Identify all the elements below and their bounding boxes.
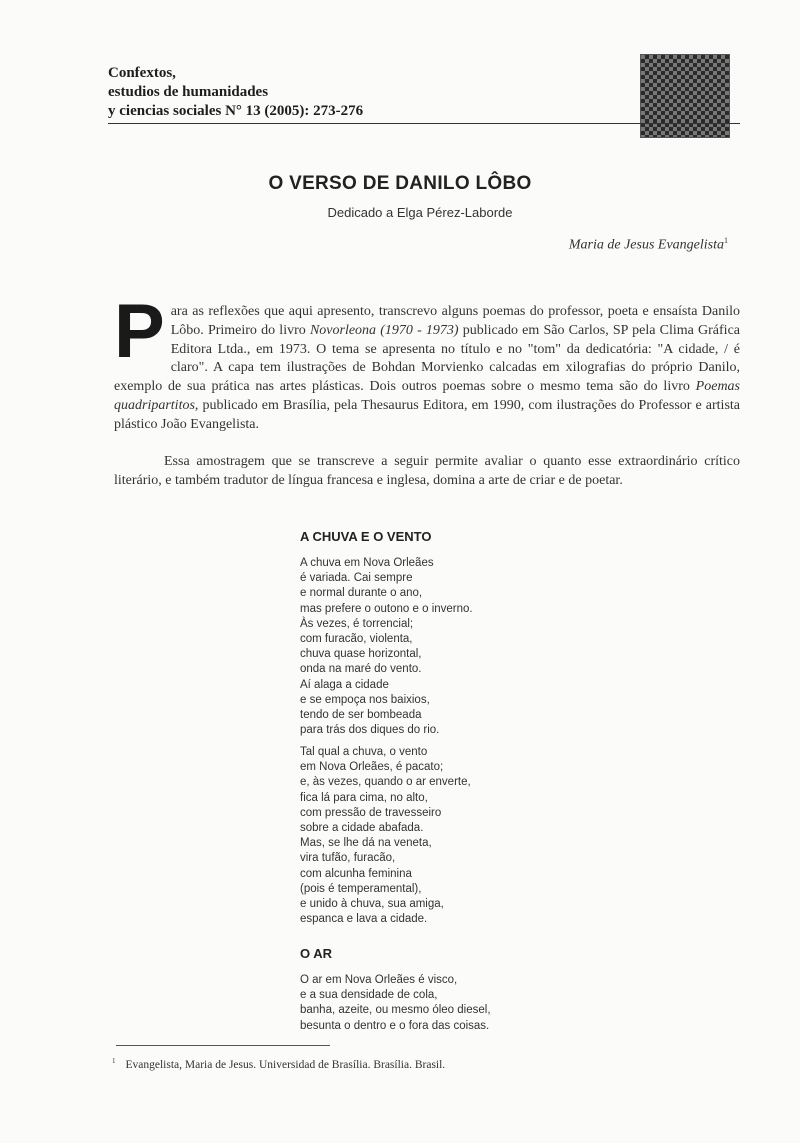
poem-line: com pressão de travesseiro: [300, 806, 442, 819]
poem-title: A CHUVA E O VENTO: [300, 529, 432, 544]
poem-line: Às vezes, é torrencial;: [300, 617, 414, 630]
book-title-novorleona: Novorleona (1970 - 1973): [309, 322, 459, 338]
poem-line: (pois é temperamental),: [300, 882, 422, 895]
journal-logo-pattern: [640, 54, 730, 138]
footnote-divider: [116, 1045, 330, 1046]
poem-line: besunta o dentro e o fora das coisas.: [300, 1019, 490, 1032]
poem-line: e unido à chuva, sua amiga,: [300, 898, 444, 911]
poem-line: Aí alaga a cidade: [300, 678, 389, 691]
poem-stanza: [300, 745, 600, 927]
poem-line: com alcunha feminina: [300, 867, 412, 880]
poem-line: espanca e lava a cidade.: [300, 913, 428, 926]
journal-subtitle-line: estudios de humanidades: [108, 84, 269, 100]
journal-issue-line: y ciencias sociales N° 13 (2005): 273-276: [108, 103, 364, 119]
poem-stanza: [300, 556, 600, 738]
poem-line: O ar em Nova Orleães é visco,: [300, 974, 458, 986]
drop-cap: P: [114, 289, 165, 374]
article-author: [569, 236, 728, 254]
author-name: Maria de Jesus Evangelista: [568, 237, 724, 253]
intro-text-2: publicado em São Carlos, SP pela Clima Gráfica Editora Ltda., em 1973. O tema se apresenta no título e no "tom" da dedicatória: "A cidade, / é claro". A capa tem ilustrações de Bohdan Morvienko calcadas em xilografias do próprio Danilo, exemplo de sua prática nas artes plásticas. Dois outros poemas sobre o mesmo tema são do livro: [114, 322, 740, 395]
poem-line: fica lá para cima, no alto,: [300, 791, 428, 804]
poem-line: para trás dos diques do rio.: [300, 724, 440, 737]
book-title-poemas: Poemas quadripartitos: [114, 379, 740, 413]
article-dedication: Dedicado a Elga Pérez-Laborde: [327, 205, 513, 220]
poem-line: e normal durante o ano,: [300, 587, 423, 600]
poem-title: O AR: [300, 946, 333, 961]
poem-line: é variada. Cai sempre: [300, 572, 413, 585]
poem-line: onda na maré do vento.: [300, 663, 422, 676]
poem-line: Mas, se lhe dá na veneta,: [300, 837, 432, 850]
journal-citation: [108, 64, 363, 121]
second-paragraph: Essa amostragem que se transcreve a seguir permite avaliar o quanto esse extraordinário crítico literário, e também tradutor de língua francesa e inglesa, domina a arte de criar e de poetar.: [114, 454, 740, 488]
poem-line: mas prefere o outono e o inverno.: [300, 602, 473, 615]
intro-text-3: , publicado em Brasília, pela Thesaurus Editora, em 1990, com ilustrações do Professor e artista plástico João Evangelista.: [114, 397, 740, 432]
intro-paragraph: [114, 289, 740, 435]
footnote: [112, 1057, 445, 1071]
article-title: O VERSO DE DANILO LÔBO: [268, 173, 532, 194]
poem-line: chuva quase horizontal,: [300, 648, 422, 661]
poem-line: vira tufão, furacão,: [300, 852, 396, 865]
poem-line: tendo de ser bombeada: [300, 709, 422, 722]
poem-line: banha, azeite, ou mesmo óleo diesel,: [300, 1004, 491, 1017]
footnote-mark: 1: [112, 1057, 116, 1065]
poem-line: sobre a cidade abafada.: [300, 822, 424, 835]
poem-stanza: [300, 973, 600, 1034]
poem-line: e a sua densidade de cola,: [300, 989, 438, 1002]
header-divider: [108, 123, 740, 124]
poem-line: em Nova Orleães, é pacato;: [300, 761, 444, 774]
poem-line: com furacão, violenta,: [300, 633, 413, 646]
footnote-text: Evangelista, Maria de Jesus. Universidad de Brasília. Brasília. Brasil.: [125, 1058, 446, 1071]
journal-name-line: Confextos,: [108, 65, 176, 81]
intro-text-1: ara as reflexões que aqui apresento, transcrevo alguns poemas do professor, poeta e ensaísta Danilo Lôbo. Primeiro do livro: [170, 304, 740, 338]
author-footnote-mark: 1: [724, 236, 728, 245]
poem-line: A chuva em Nova Orleães: [300, 557, 434, 569]
poem-line: e se empoça nos baixios,: [300, 693, 430, 706]
poem-line: e, às vezes, quando o ar enverte,: [300, 776, 471, 789]
poem-line: Tal qual a chuva, o vento: [300, 746, 428, 758]
